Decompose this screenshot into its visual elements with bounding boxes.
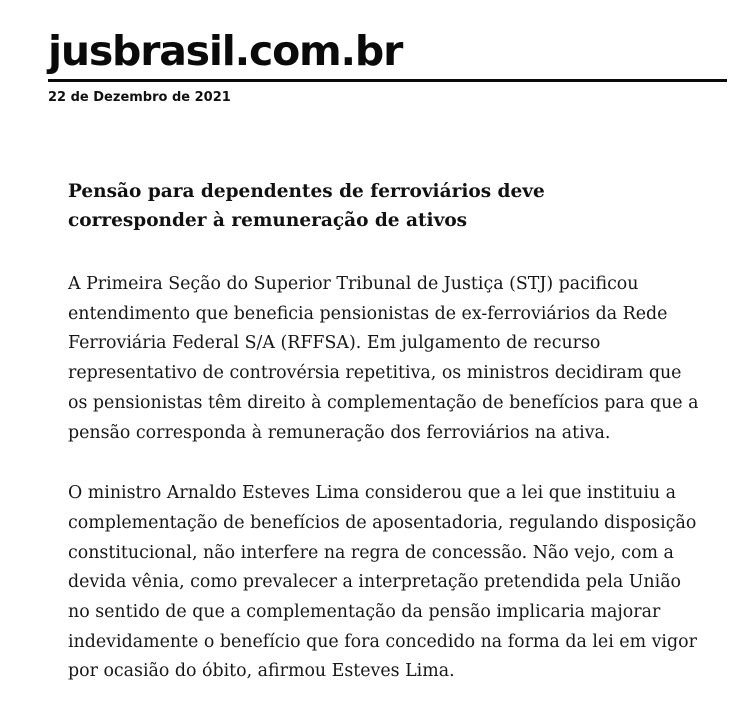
title-line: corresponder à remuneração de ativos	[68, 210, 468, 231]
text-line: Ferroviária Federal S/A (RFFSA). Em julgamento de recurso	[68, 333, 601, 354]
title-line: Pensão para dependentes de ferroviários deve	[68, 181, 545, 202]
masthead	[48, 26, 727, 106]
text-line: no sentido de que a complementação da pensão implicaria majorar	[68, 602, 661, 623]
article-title	[68, 177, 708, 235]
text-line: os pensionistas têm direito à complementação de benefícios para que a	[68, 392, 699, 413]
text-line: por ocasião do óbito, afirmou Esteves Lima.	[68, 661, 455, 682]
site-name: jusbrasil.com.br	[48, 27, 403, 75]
text-line: entendimento que beneficia pensionistas de ex-ferroviários da Rede	[68, 303, 668, 324]
text-line: complementação de benefícios de aposentadoria, regulando disposição	[68, 512, 697, 533]
text-line: pensão corresponda à remuneração dos ferroviários na ativa.	[68, 422, 611, 443]
text-line: devida vênia, como prevalecer a interpretação pretendida pela União	[68, 572, 682, 593]
text-line: O ministro Arnaldo Esteves Lima considerou que a lei que instituiu a	[68, 483, 676, 504]
text-line: representativo de controvérsia repetitiva, os ministros decidiram que	[68, 363, 682, 384]
publication-date: 22 de Dezembro de 2021	[48, 90, 231, 105]
article-body	[68, 177, 708, 687]
paragraph-1	[68, 270, 708, 448]
text-line: indevidamente o benefício que fora concedido na forma da lei em vigor	[68, 631, 697, 652]
text-line: A Primeira Seção do Superior Tribunal de Justiça (STJ) pacificou	[68, 274, 639, 294]
header-divider	[48, 79, 727, 82]
text-line: constitucional, não interfere na regra de concessão. Não vejo, com a	[68, 542, 674, 563]
paragraph-2	[68, 479, 708, 687]
